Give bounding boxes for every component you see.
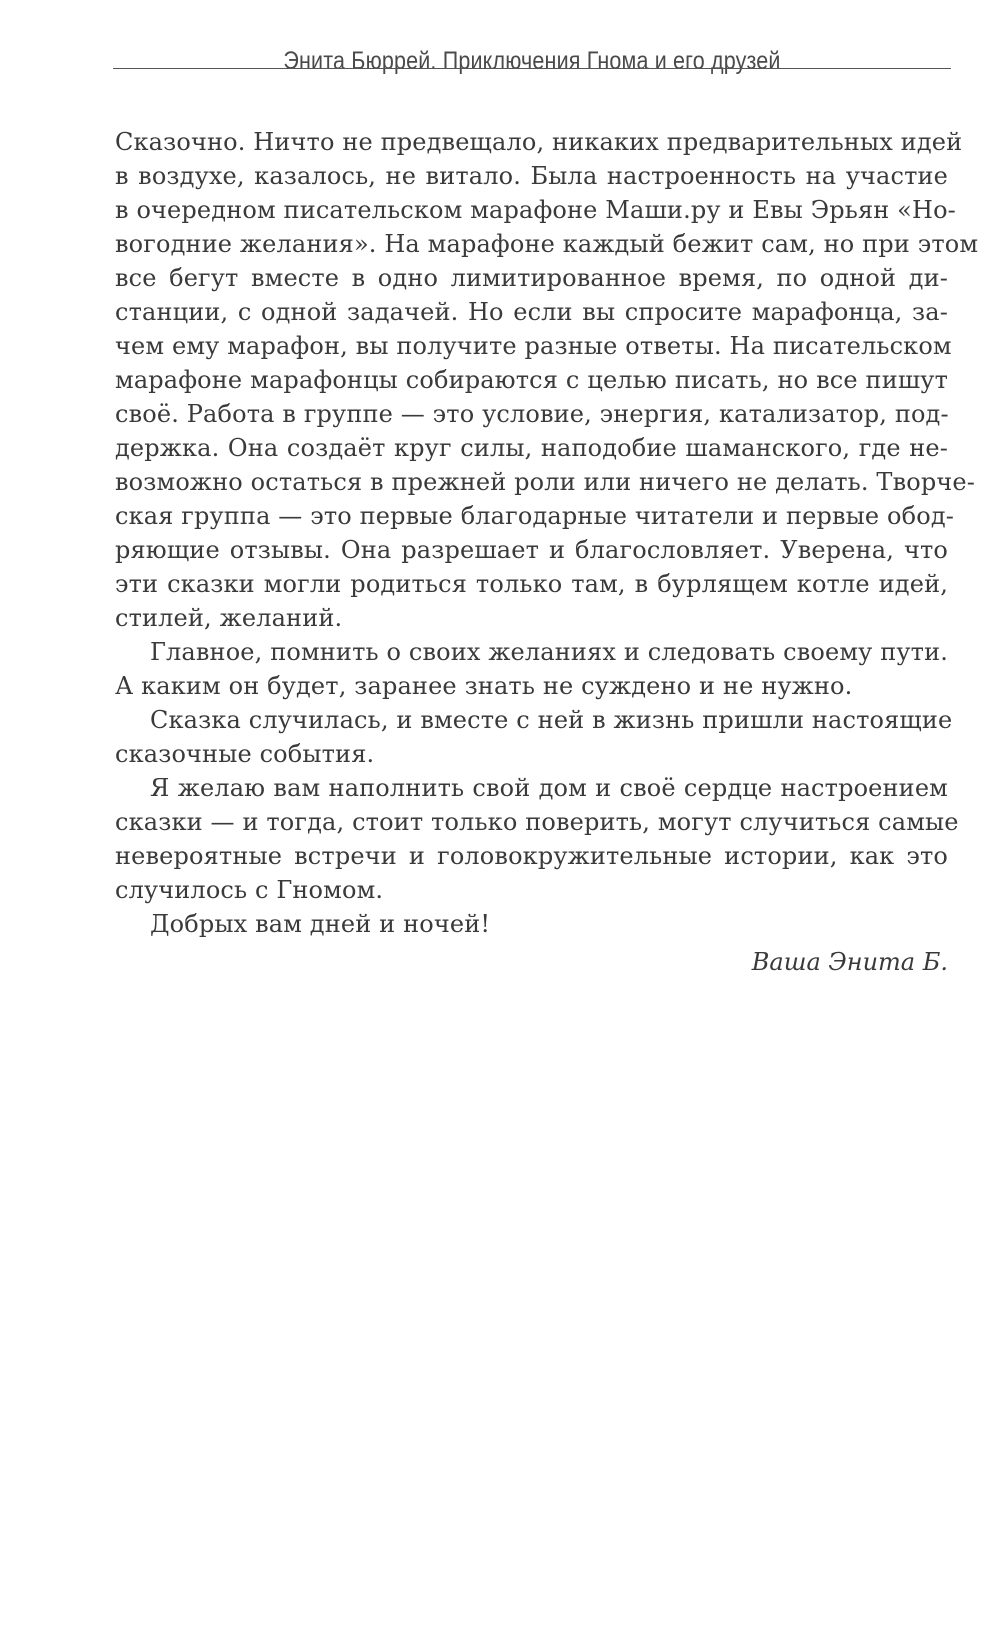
text-line: сказки — и тогда, стоит только поверить, могут случиться самые — [115, 808, 959, 836]
text-line: эти сказки могли родиться только там, в бурлящем котле идей, — [115, 570, 948, 598]
text-line: возможно остаться в прежней роли или ничего не делать. Творче- — [115, 468, 975, 496]
text-line: вогодние желания». На марафоне каждый бежит сам, но при этом — [115, 230, 979, 258]
text-line: в воздухе, казалось, не витало. Была настроенность на участие — [115, 162, 948, 190]
text-line: Я желаю вам наполнить свой дом и своё сердце настроением — [150, 774, 948, 802]
text-line: держка. Она создаёт круг силы, наподобие шаманского, где не- — [115, 434, 948, 462]
text-line: невероятные встречи и головокружительные истории, как это — [115, 842, 948, 870]
text-line: марафоне марафонцы собираются с целью писать, но все пишут — [115, 366, 948, 394]
text-line: случилось с Гномом. — [115, 876, 384, 904]
text-line: А каким он будет, заранее знать не суждено и не нужно. — [115, 672, 853, 700]
text-line: ряющие отзывы. Она разрешает и благословляет. Уверена, что — [115, 536, 948, 564]
text-line: стилей, желаний. — [115, 604, 343, 632]
running-header-title: Энита Бюррей. Приключения Гнома и его друзей — [283, 47, 781, 75]
text-line: ская группа — это первые благодарные читатели и первые обод- — [115, 502, 955, 530]
text-line: чем ему марафон, вы получите разные ответы. На писательском — [115, 332, 952, 360]
text-line: Сказка случилась, и вместе с ней в жизнь пришли настоящие — [150, 706, 953, 734]
text-line: своё. Работа в группе — это условие, энергия, катализатор, под- — [115, 400, 949, 428]
text-line: Добрых вам дней и ночей! — [150, 910, 491, 938]
text-line: все бегут вместе в одно лимитированное время, по одной ди- — [115, 264, 948, 292]
text-line: в очередном писательском марафоне Маши.ру и Евы Эрьян «Но- — [115, 196, 956, 224]
text-line: Сказочно. Ничто не предвещало, никаких предварительных идей — [115, 128, 963, 156]
header-rule — [113, 68, 951, 69]
author-signature: Ваша Энита Б. — [751, 948, 948, 976]
text-line: сказочные события. — [115, 740, 375, 768]
text-line: Главное, помнить о своих желаниях и следовать своему пути. — [150, 638, 948, 666]
body-text — [115, 125, 979, 941]
text-line: станции, с одной задачей. Но если вы спросите марафонца, за- — [115, 298, 948, 326]
